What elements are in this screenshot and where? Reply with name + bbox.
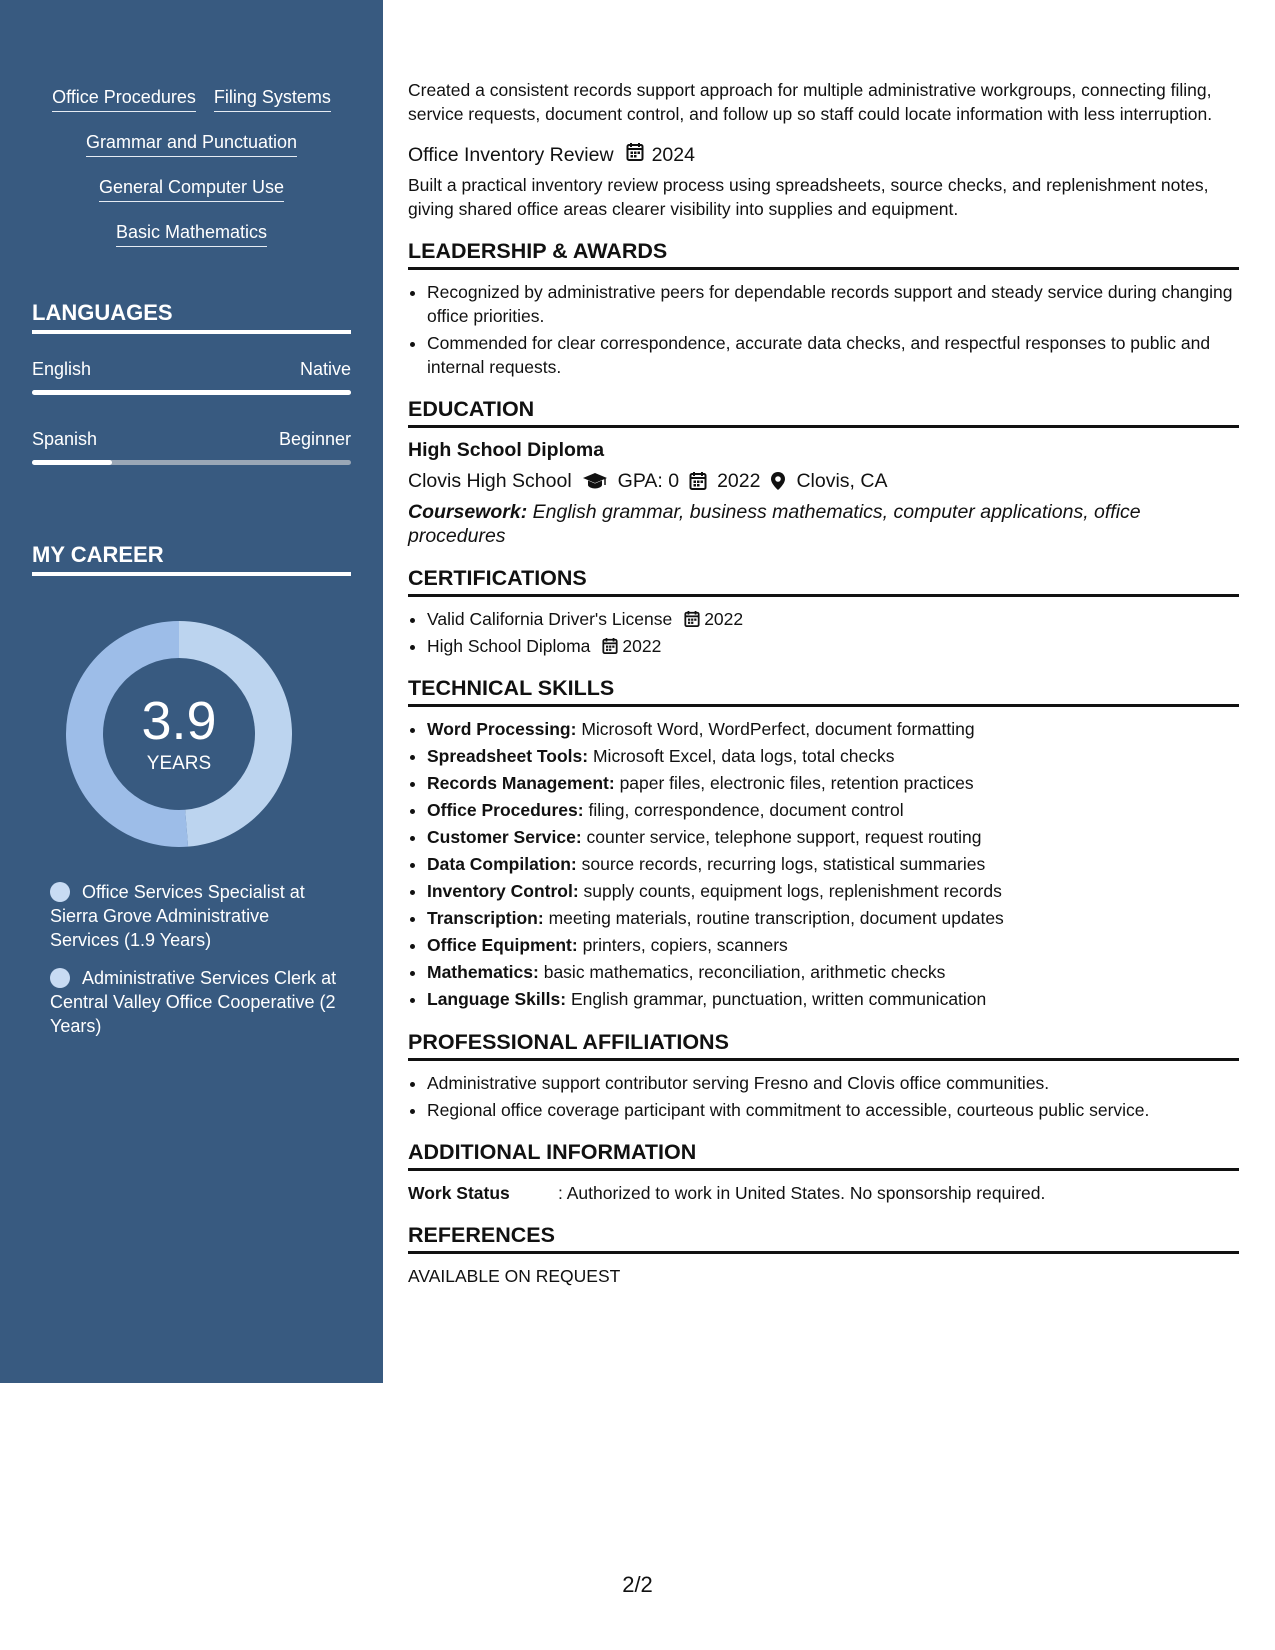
skill-tag: Grammar and Punctuation [86, 131, 297, 157]
skill-text: basic mathematics, reconciliation, arithmetic checks [543, 962, 946, 982]
technical-skills-heading: TECHNICAL SKILLS [408, 675, 1239, 707]
project-title: Office Inventory Review [408, 144, 614, 166]
work-status-value: : Authorized to work in United States. No sponsorship required. [558, 1183, 1046, 1203]
language-bar-fill [32, 390, 351, 395]
skill-label: Office Procedures: [427, 800, 584, 820]
skill-text: Microsoft Excel, data logs, total checks [592, 746, 895, 766]
leadership-heading: LEADERSHIP & AWARDS [408, 238, 1239, 270]
education-school: Clovis High School [408, 470, 572, 492]
education-coursework [408, 500, 1239, 548]
skill-text: English grammar, punctuation, written communication [570, 989, 987, 1009]
career-heading: MY CAREER [32, 542, 351, 576]
languages-heading: LANGUAGES [32, 300, 351, 334]
certification-year: 2022 [622, 636, 662, 656]
skill-label: Inventory Control: [427, 881, 579, 901]
affiliations-list [408, 1071, 1239, 1122]
skill-text: meeting materials, routine transcription, document updates [548, 908, 1004, 928]
list-item [427, 634, 1239, 658]
page-number: 2/2 [622, 1572, 653, 1597]
skill-text: supply counts, equipment logs, replenishment records [583, 881, 1002, 901]
list-item [427, 906, 1239, 931]
additional-info-heading: ADDITIONAL INFORMATION [408, 1139, 1239, 1171]
skill-text: source records, recurring logs, statistical summaries [581, 854, 986, 874]
list-item [427, 933, 1239, 958]
list-item: • Commended for clear correspondence, accurate data checks, and respectful responses to public and internal requests. [427, 331, 1239, 379]
skill-label: Word Processing: [427, 719, 577, 739]
career-dot-icon [50, 968, 70, 988]
career-item [50, 880, 340, 952]
career-dot-icon [50, 882, 70, 902]
skill-label: Mathematics: [427, 962, 539, 982]
list-item [427, 607, 1239, 631]
list-item [427, 879, 1239, 904]
education-degree: High School Diploma [408, 439, 605, 461]
graduation-cap-icon [582, 472, 608, 490]
project-title-row [408, 142, 1239, 168]
skill-text: paper files, electronic files, retention practices [619, 773, 974, 793]
career-total [66, 621, 292, 847]
calendar-icon [689, 471, 707, 491]
skill-label: Data Compilation: [427, 854, 577, 874]
career-total-unit: YEARS [146, 753, 212, 774]
list-item [427, 825, 1239, 850]
language-name: Spanish [32, 429, 98, 449]
list-item [427, 852, 1239, 877]
skill-label: Language Skills: [427, 989, 567, 1009]
list-item [427, 744, 1239, 769]
project-year: 2024 [651, 144, 695, 166]
skills-list [32, 86, 351, 266]
location-pin-icon [770, 471, 786, 491]
career-item-text: Administrative Services Clerk at Central Valley Office Cooperative (2 Years) [50, 968, 337, 1036]
skill-tag: General Computer Use [99, 176, 284, 202]
coursework-label: Coursework: [408, 501, 528, 523]
calendar-icon [602, 637, 618, 655]
project-description: Built a practical inventory review process using spreadsheets, source checks, and replenishment notes, giving shared office areas clearer visibility into supplies and equipment. [408, 175, 1209, 219]
language-spanish [32, 428, 351, 465]
technical-skills-list [408, 717, 1239, 1012]
language-bar [32, 460, 351, 465]
work-status-label: Work Status [408, 1183, 510, 1203]
work-status-row [408, 1181, 1239, 1205]
sidebar [0, 0, 383, 1383]
list-item [427, 798, 1239, 823]
certification-name: • High School Diploma [427, 636, 591, 656]
education-gpa: GPA: 0 [617, 470, 680, 492]
education-location: Clovis, CA [796, 470, 888, 492]
certifications-heading: CERTIFICATIONS [408, 565, 1239, 597]
main-content [408, 78, 1239, 1288]
career-total-value: 3.9 [141, 691, 217, 751]
skill-label: Transcription: [427, 908, 544, 928]
list-item [427, 987, 1239, 1012]
language-level: Native [299, 359, 351, 379]
skill-tag: Basic Mathematics [116, 221, 267, 247]
skill-label: Office Equipment: [427, 935, 578, 955]
leadership-list [408, 280, 1239, 379]
calendar-icon [684, 610, 700, 628]
skill-text: Microsoft Word, WordPerfect, document formatting [581, 719, 975, 739]
skill-label: Records Management: [427, 773, 615, 793]
certification-name: • Valid California Driver's License [427, 609, 673, 629]
career-item [50, 966, 340, 1038]
list-item [427, 771, 1239, 796]
intro-paragraph: Created a consistent records support approach for multiple administrative workgroups, connecting filing, service requests, document control, and follow up so staff could locate information with less interruption. [408, 80, 1213, 124]
list-item: • Regional office coverage participant with commitment to accessible, courteous public service. [427, 1098, 1239, 1122]
skill-text: counter service, telephone support, request routing [586, 827, 982, 847]
language-bar-fill [32, 460, 112, 465]
certification-year: 2022 [704, 609, 744, 629]
skill-label: Spreadsheet Tools: [427, 746, 589, 766]
education-year: 2022 [717, 470, 761, 492]
skill-tag: Office Procedures [52, 86, 196, 112]
references-text: AVAILABLE ON REQUEST [408, 1266, 621, 1286]
language-level: Beginner [278, 429, 351, 449]
list-item: • Recognized by administrative peers for dependable records support and steady service during changing office priorities. [427, 280, 1239, 328]
language-bar [32, 390, 351, 395]
list-item: • Administrative support contributor serving Fresno and Clovis office communities. [427, 1071, 1239, 1095]
affiliations-heading: PROFESSIONAL AFFILIATIONS [408, 1029, 1239, 1061]
education-heading: EDUCATION [408, 396, 1239, 428]
list-item [427, 717, 1239, 742]
education-details [408, 469, 1239, 493]
language-name: English [32, 359, 92, 379]
certifications-list [408, 607, 1239, 658]
language-english [32, 358, 351, 395]
calendar-icon [626, 142, 644, 168]
skill-text: printers, copiers, scanners [582, 935, 788, 955]
skill-text: filing, correspondence, document control [588, 800, 904, 820]
coursework-text: English grammar, business mathematics, computer applications, office procedures [408, 501, 1141, 547]
references-heading: REFERENCES [408, 1222, 1239, 1254]
skill-tag: Filing Systems [214, 86, 331, 112]
list-item [427, 960, 1239, 985]
career-item-text: Office Services Specialist at Sierra Grove Administrative Services (1.9 Years) [50, 882, 305, 950]
skill-label: Customer Service: [427, 827, 582, 847]
